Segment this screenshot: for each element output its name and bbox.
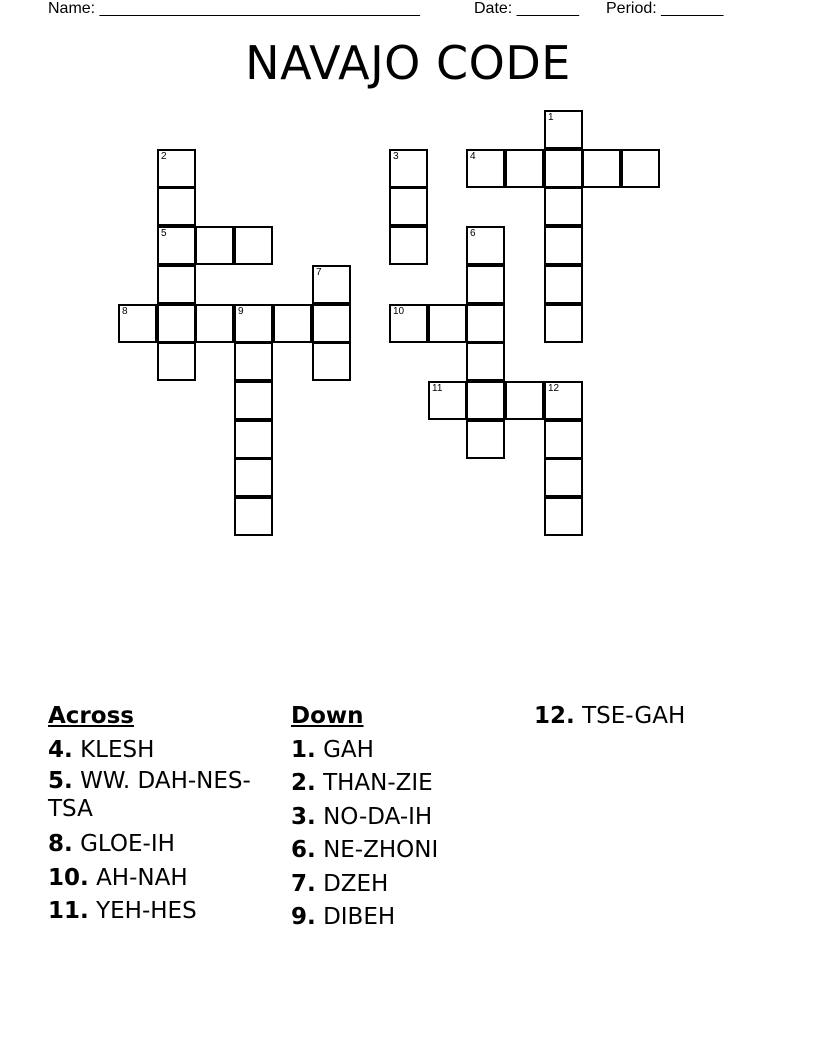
crossword-cell[interactable]	[312, 342, 351, 381]
crossword-cell[interactable]	[157, 304, 196, 343]
across-clues	[48, 700, 278, 929]
crossword-cell[interactable]	[544, 149, 583, 188]
crossword-cell[interactable]	[582, 149, 621, 188]
clue-across-11: 11. YEH-HES	[48, 898, 197, 924]
crossword-cell[interactable]	[157, 265, 196, 304]
crossword-cell[interactable]	[544, 226, 583, 265]
crossword-cell[interactable]	[389, 187, 428, 226]
clue-number: 11	[432, 383, 443, 394]
clue-across-4: 4. KLESH	[48, 736, 155, 763]
crossword-cell[interactable]	[118, 304, 157, 343]
crossword-cell[interactable]	[234, 304, 273, 343]
clue-down-1: 1. GAH	[291, 736, 374, 763]
date-label: Date: _______	[474, 0, 579, 17]
crossword-cell[interactable]	[621, 149, 660, 188]
crossword-cell[interactable]	[544, 458, 583, 497]
clue-number: 7	[316, 267, 322, 278]
crossword-cell[interactable]	[157, 342, 196, 381]
crossword-cell[interactable]	[544, 381, 583, 420]
crossword-cell[interactable]	[544, 420, 583, 459]
crossword-cell[interactable]	[234, 458, 273, 497]
down-clues-continued	[534, 700, 794, 734]
crossword-cell[interactable]	[544, 110, 583, 149]
down-clues	[291, 700, 521, 935]
clue-across-10: 10. AH-NAH	[48, 864, 188, 891]
crossword-cell[interactable]	[389, 149, 428, 188]
crossword-cell[interactable]	[466, 342, 505, 381]
crossword-cell[interactable]	[234, 381, 273, 420]
crossword-cell[interactable]	[157, 187, 196, 226]
clue-number: 8	[122, 306, 128, 317]
page-title: NAVAJO CODE	[245, 36, 571, 90]
crossword-cell[interactable]	[428, 381, 467, 420]
crossword-cell[interactable]	[389, 226, 428, 265]
crossword-cell[interactable]	[466, 381, 505, 420]
clue-down-2: 2. THAN-ZIE	[291, 770, 433, 796]
clue-across-5: 5. WW. DAH-NES-TSA	[48, 768, 251, 822]
name-label: Name: ____________________________________	[48, 0, 420, 17]
crossword-cell[interactable]	[544, 265, 583, 304]
clue-down-12: 12. TSE-GAH	[534, 703, 686, 729]
clue-number: 4	[470, 151, 476, 162]
crossword-cell[interactable]	[544, 304, 583, 343]
crossword-cell[interactable]	[466, 420, 505, 459]
clue-down-6: 6. NE-ZHONI	[291, 837, 439, 863]
clue-down-7: 7. DZEH	[291, 870, 389, 897]
crossword-cell[interactable]	[234, 226, 273, 265]
crossword-cell[interactable]	[195, 226, 234, 265]
crossword-cell[interactable]	[157, 226, 196, 265]
clue-number: 5	[161, 228, 167, 239]
period-label: Period: _______	[606, 0, 724, 17]
crossword-cell[interactable]	[312, 265, 351, 304]
across-heading: Across	[48, 703, 134, 729]
crossword-cell[interactable]	[505, 149, 544, 188]
down-heading: Down	[291, 703, 364, 729]
clue-number: 3	[393, 151, 399, 162]
clue-across-8: 8. GLOE-IH	[48, 831, 175, 857]
crossword-cell[interactable]	[544, 497, 583, 536]
clue-number: 2	[161, 151, 167, 162]
crossword-cell[interactable]	[466, 265, 505, 304]
clue-down-3: 3. NO-DA-IH	[291, 803, 433, 830]
crossword-cell[interactable]	[428, 304, 467, 343]
crossword-cell[interactable]	[157, 149, 196, 188]
clue-number: 1	[548, 112, 554, 123]
clue-down-9: 9. DIBEH	[291, 904, 396, 930]
crossword-cell[interactable]	[273, 304, 312, 343]
crossword-cell[interactable]	[466, 226, 505, 265]
crossword-cell[interactable]	[234, 342, 273, 381]
crossword-cell[interactable]	[544, 187, 583, 226]
clue-number: 10	[393, 306, 405, 317]
crossword-cell[interactable]	[505, 381, 544, 420]
clue-number: 9	[238, 306, 244, 317]
crossword-cell[interactable]	[195, 304, 234, 343]
clue-number: 6	[470, 228, 476, 239]
crossword-cell[interactable]	[466, 149, 505, 188]
clue-number: 12	[548, 383, 560, 394]
crossword-cell[interactable]	[312, 304, 351, 343]
crossword-cell[interactable]	[234, 420, 273, 459]
crossword-cell[interactable]	[466, 304, 505, 343]
crossword-cell[interactable]	[234, 497, 273, 536]
crossword-cell[interactable]	[389, 304, 428, 343]
